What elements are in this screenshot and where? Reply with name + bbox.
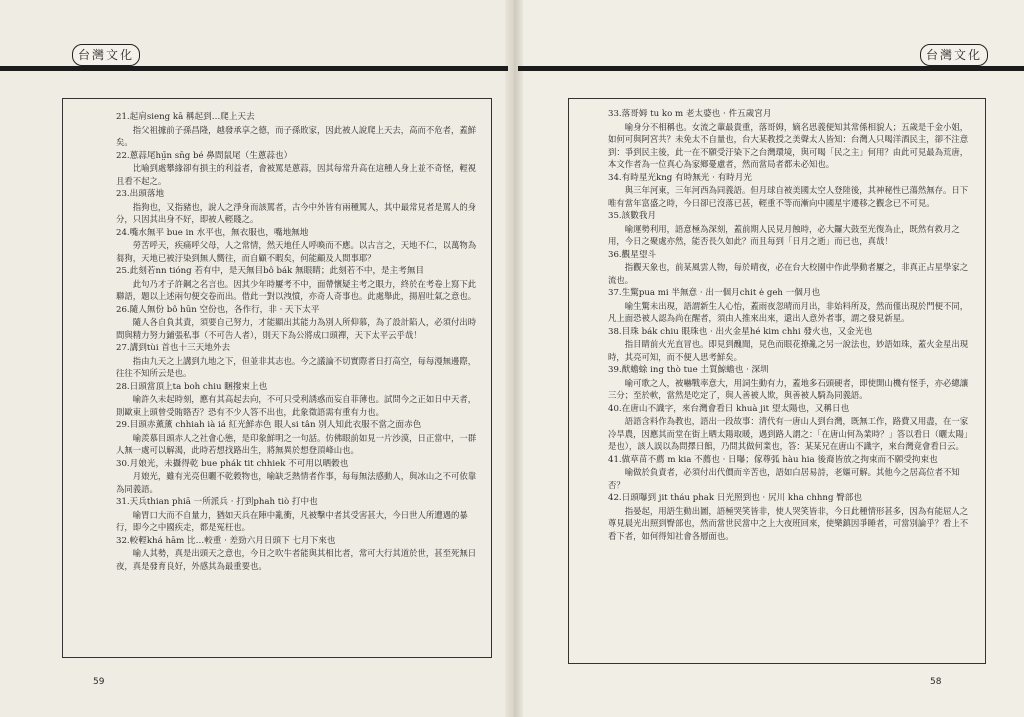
entry xyxy=(116,535,480,573)
entry-head: 32.較輕khá hām 比…較重 · 差勁六月日頭下 七月下來也 xyxy=(116,535,336,546)
entry-head: 27.講到tùi 首也十三天地外去 xyxy=(116,343,231,353)
entry xyxy=(116,150,480,188)
entry-head: 36.觀星望斗 xyxy=(608,249,657,260)
entry-head: 34.有時星光kng 有時無光 · 有時月光 xyxy=(608,172,752,183)
entry-head: 39.猷蟾蜍 ing thò tue 土質鯨蟾也 · 深圳 xyxy=(608,365,769,375)
entry-head: 31.天兵thian phiā 一所派兵 · 打到phah tiò 打中也 xyxy=(116,497,318,507)
entry-head: 26.隨人無份 bô hūn 空份也，各作行，非 · 天下太平 xyxy=(116,304,320,315)
entry-head: 30.月娘光，未攝得乾 bue phák tit chhiek 不可用以晒穀也 xyxy=(116,458,349,469)
entry-head: 21.起肩sieng kā 稱起到…爬上天去 xyxy=(116,112,255,122)
entry-body: 喻身分不相稱也。女流之輩最貴重，落哥姆，嫡名思義便知其常係相貌人；五歲是千金小姐，如何可與阿宮共？未免太不自量也，台大某教授之美聲太人皆知：台灣人只喝洋酒民主，卻不注意到：爭到民主後，此一在不願受汙染下之台灣環境，與可喝「民之主」何用？由此可見最為荒唐，本文作者為一位真心為家鄉憂慮者，然而當局者都未必知也。 xyxy=(608,121,969,169)
left-logo: 台灣文化 xyxy=(72,44,140,66)
entry xyxy=(116,342,480,380)
entry-body: 喻生驚未出現，語謂新生人心怡，蓋雨夜忽晴而月出，非始料所及，然而僅出現於門便不同，凡上面恐被人認為尚在醒者，須由人推來出來，還出人意外者事，謂之發見新星。 xyxy=(608,300,969,323)
entry-body: 喻做於負責者，必須付出代價而辛苦也，語如白居易詩，老嫗可解。其他今之居高位者不知否？ xyxy=(608,467,960,490)
entry-body: 指觀天象也，前某風雲人物，每於晴夜，必在台大校園中作此學動者屢之，非真正占星學家之流也。 xyxy=(608,262,969,285)
entry-body: 喻可歌之人，被嚇戰率意大，用詞生動有力，蓋地多石頭硬者，即使開山機有怪手，亦必總讓三分；至於軟，當然是吃定了，與人善被人欺，與善被人騎為同義語。 xyxy=(608,377,969,400)
entry xyxy=(116,188,480,226)
entry xyxy=(116,496,480,534)
book-gutter xyxy=(505,0,523,717)
entry xyxy=(608,454,974,492)
entry xyxy=(116,227,480,265)
entry xyxy=(116,265,480,303)
entry-head: 38.目珠 bák chiu 眼珠也 · 出火金星hé kim chhi 發火也，又金光也 xyxy=(608,326,873,337)
entry-head: 23.出頭落地 xyxy=(116,189,165,199)
entry xyxy=(116,381,480,419)
entry-body: 喻羨慕目頭赤人之社會心態，是印象鮮明之一句話。仿佛眼前如見一片沙漠，日正當中，一群人無一處可以解渴，此時若想找路出生，將無異於想登頂峰山也。 xyxy=(116,432,477,455)
entry xyxy=(608,364,974,402)
entry-body: 喻人其勢，真是出頭天之意也，今日之吹牛者能與其相比者，常可大行其道於世，甚至死無日夜，真是發育良好，外感其為最重要也。 xyxy=(116,548,477,571)
entry xyxy=(608,108,974,171)
entry xyxy=(608,492,974,542)
entry-body: 隨人各自負其責，須要自己努力，才能顯出其能力為別人所仰慕，為了設計陷人，必須付出時間與精力努力鋪張私事（不可告人者），則天下為公將成口頭禪，天下太平云乎哉！ xyxy=(116,317,477,340)
entry-head: 25.此刻若nn tióng 若有中，是天無目bô bák 無眼睛；此刻若不中，是主考無目 xyxy=(116,266,425,276)
entry-head: 40.在唐山不識字，來台灣會看日 khuà jit 望太陽也，又稱日也 xyxy=(608,403,850,414)
entry-body: 月娘光，雖有光亮但曬不乾穀物也，喻缺乏熱情者作事，每每無法感動人，與冰山之不可依靠為同義語。 xyxy=(116,471,477,494)
entry-head: 35.該數我月 xyxy=(608,211,657,221)
right-logo: 台灣文化 xyxy=(920,44,988,66)
entry-head: 33.落哥姆 tu ko m 老太婆也 · 件五歲宮月 xyxy=(608,109,772,119)
entry-body: 語語含料作為教也，語出一段故事：清代有一唐山人到台灣，既無工作，路費又用盡，在一家冷旱農，因應其而堂在街上晒太陽取暖，遇到路人謂之：「在唐山何為業時？」答以看日（曬太陽」是也），該人誤以為問擇日館，乃問其做何業也，答：某某兄在唐山不識字，來台灣竟會看日云。 xyxy=(608,416,973,451)
right-page-number: 58 xyxy=(930,677,942,687)
entry-head: 24.嘴水無平 bue in 水平也，無衣服也，嘴地無地 xyxy=(116,227,309,238)
entry-body: 喻胃口大而不自量力，猶如天兵在陣中亂衝，凡被擊中者其受害甚大，今日世人所遭遇的暴行，即今之中國疾走，都是冤枉也。 xyxy=(116,509,468,532)
left-page-number: 59 xyxy=(93,677,105,687)
entry xyxy=(608,403,974,453)
entry xyxy=(116,111,480,149)
entry-body: 指晏起，用語生動出圖，語極哭笑皆非，使人哭笑皆非，今日此種情形甚多，因為有能屈人之尊見晨光出照到臀部也，然而當世民當中之上大夜班回來，使樂鎮因爭睡者，可當別論乎？看上不看下者，如何得知社會各層面也。 xyxy=(608,505,969,541)
entry xyxy=(116,304,480,342)
entry-body: 此句乃才子許鋼之名言也。因其少年時屢考不中，面帶懷疑主考之眼力，終於在考卷上寫下此聯語，題以上述兩句便交卷而出。借此一對以洩憤，亦奇人奇事也。此處舉此，揚眉吐氣之意也。 xyxy=(116,278,477,301)
left-header-rule xyxy=(0,66,508,71)
entry xyxy=(608,249,974,287)
entry-body: 指父祖據前子孫昌隆，越發承享之德，而子孫敗家，因此被人說爬上天去，高而不危者，蓋鮮矣。 xyxy=(116,124,477,147)
entry-body: 指目睛前火光直冒也。即見到醜聞，見色而眼花撩亂之另一說法也，妙語如珠，蓋火金星出現時，其亮可知，而不便人思考鮮矣。 xyxy=(608,339,969,362)
entry-body: 喻許久未起時刻，應有其高起去向，不可只受利誘惑而妄自菲薄也。試問今之正如日中天者，則歐東上頭曾受賄賂否？恐有不少人答不出也，此象徵語需有重有力也。 xyxy=(116,394,477,417)
entry-head: 28.日頭當頂上ta boh chiu 睏撥束上也 xyxy=(116,381,268,392)
entry-body: 與三年河東，三年河西為同義語。但月球自被美國太空人登陸後，其神秘性已蕩然無存。日下唯有當年富盛之時，今日卻已沒落已甚，輕重不等而漸向中國星宇遷移之觀念已不可見。 xyxy=(608,185,969,208)
entry-body: 喻運勢利用，語意極為深刻，蓋前期人民見月蝕時，必大鑼大鼓至光復為止，既然有救月之用，今日之聚處亦然，能否長久如此？而且每到「日月之逝」而已也，真哉！ xyxy=(608,223,960,246)
entry-body: 指狗也，又指豬也，說人之淨身而該罵者，古今中外皆有兩種罵人，其中最常見者是罵人的身分，只因其出身不好，即被人輕賤之。 xyxy=(116,201,477,224)
entry-head: 41.做草苗不薦 m kia 不薦也 · 日曝；傢尊弧 hàu hia 後裔皆放之拘束而不願受拘束也 xyxy=(608,454,938,465)
entry xyxy=(608,326,974,364)
entry-body: 比喻到處攀緣卻有損主的利益者，會被罵是蔥蒜，因其每常升高在這種人身上並不奇怪，輕視且看不起之。 xyxy=(116,163,477,186)
entry-head: 42.日頭曝到 jit tháu phak 日光照到也 · 尻川 kha chhng 臀部也 xyxy=(608,493,862,503)
entry-head: 29.目頭赤薰薰 chhiah ià iá 紅光鮮赤色 眼人si tân 別人知此衣服不當之面赤色 xyxy=(116,420,422,430)
entry xyxy=(116,419,480,457)
entry xyxy=(116,458,480,496)
right-header-rule xyxy=(518,66,1024,71)
entry xyxy=(608,210,974,248)
entry-body: 勞苦呼天，疾痛呼父母，人之常情，然天地任人呼喚而不應。以古言之，天地不仁，以萬物為芻狗，天地已被汙染到無人嚮往，而自顧不暇矣，何能顧及人間事耶？ xyxy=(116,240,477,263)
entry-head: 22.蔥蒜尾hṳ̄n sn̄g bé 鼻間鼠尾（生蔥蒜也） xyxy=(116,150,293,161)
left-column xyxy=(116,111,480,653)
right-column xyxy=(608,108,974,658)
entry xyxy=(608,172,974,210)
entry-body: 指由九天之上講到九地之下，但並非其志也。今之議論不切實際者日打高空，每每漫無邊際，往往不知所云是也。 xyxy=(116,355,477,378)
entry xyxy=(608,287,974,325)
entry-head: 37.生驚pua mi 半無意 · 出一個月chit ė geh 一個月也 xyxy=(608,288,821,298)
